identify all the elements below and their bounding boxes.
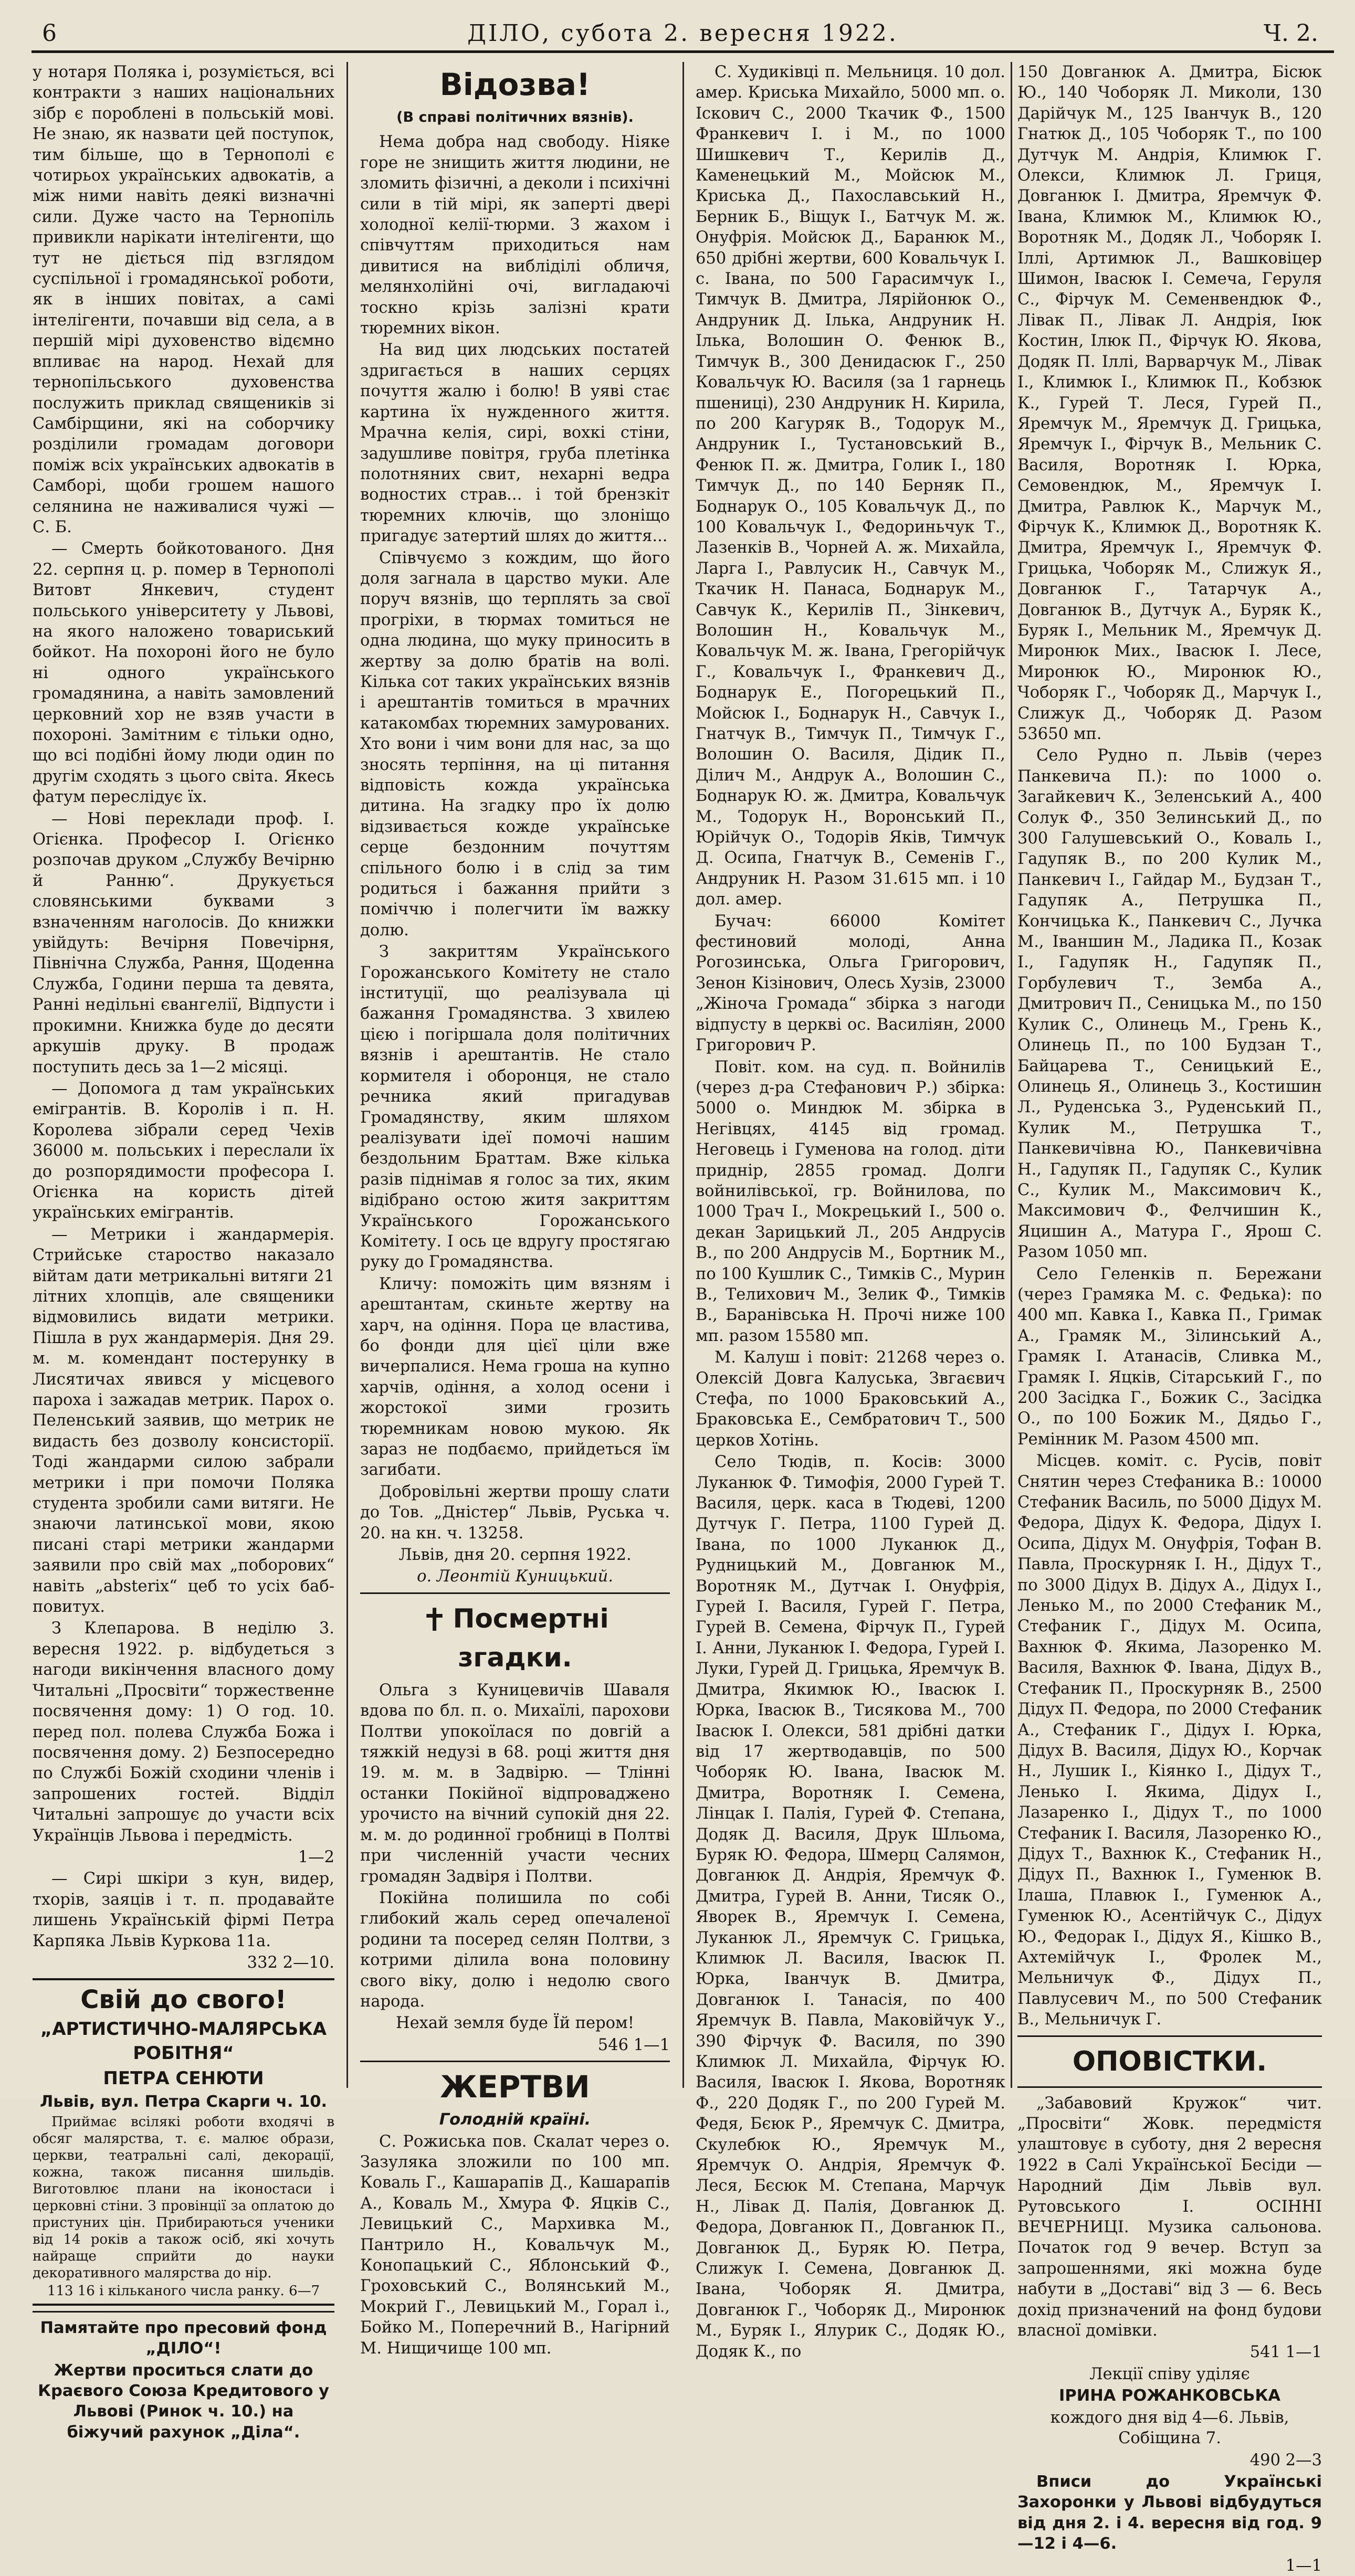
item-reference: 1—1 bbox=[1285, 2556, 1322, 2575]
news-item: — Допомога д там українських емігрантів. В. Королів і п. Н. Королева зібрали серед Чехів 36000 м. польських і переслали їх до розпорядимости професора І. Огієнка на користь дітей українських емігрантів. bbox=[33, 1079, 334, 1222]
column-rule bbox=[682, 62, 684, 2088]
column-3 bbox=[696, 62, 1005, 2361]
announcement: „Забавовий Кружок“ чит. „Просвіти“ Жовк. передмістя улаштовує в суботу, дня 2 вересня 1922 в Салі Української Бесіди — Народний Дім Львів вул. Рутовського І. ОСІННІ ВЕЧЕРНИЦІ. Музика сальонова. Початок год 9 вечер. Вступ за запрошеннями, які можна буде набути в „Доставі“ від 3 — 6. Весь дохід призначений на фонд будови власної домівки. bbox=[1017, 2094, 1322, 2340]
news-item: — Сирі шкіри з кун, видер, тхорів, заяців і т. п. продавайте лишень Українській фірмі Петра Карпяка Львів Куркова 11а. bbox=[33, 1870, 334, 1950]
issue-number: Ч. 2. bbox=[1264, 20, 1318, 47]
article-text: у нотаря Поляка і, розуміється, всі контракти з наших національних зібр є пороблені в польській мові. Не знаю, як назвати цей поступок, тим більше, що в Тернополі є чотирьох українських адвокатів, а між ними навіть деякі визначні сили. Дуже часто на Тернопіль привикли нарікати інтелігенти, що тут не діється під взглядом суспільної і громадянської роботи, як в інших повітах, а самі інтелігенти, почавши від села, а в першій мірі духовенство відємно впливає на народ. Нехай для тернопільського духовенства послужить приклад священиків зі Самбірщини, які на соборчику розділили громадам договори поміж всіх українських адвокатів в Самборі, щоби грошем нашого селянина не наживалися чужі — С. Б. bbox=[33, 63, 334, 536]
appeal-text: Співчуємо з кождим, що його доля загнала в царство муки. Але поруч вязнів, що терплять за свої прогріхи, в тюрмах томиться не одна людина, що муку приносить в жертву за долю братів на волі. Кілька сот таких українських вязнів і арештантів томиться в мрачних катакомбах тюремних замурованих. Хто вони і чим вони для нас, за що зносять терпіння, на ці питання відповість кожда українська дитина. На згадку про їх долю відзивається кожде українське серце бездонним почуттям спільного болю і в слід за тим родиться і бажання прийти з поміччю і полегчити їм важку долю. bbox=[360, 548, 670, 939]
column-4 bbox=[1017, 62, 1322, 2575]
donation-list: 150 Довганюк А. Дмитра, Бісюк Ю., 140 Чоборяк Л. Миколи, 130 Дарійчук М., 125 Іванчук В., 120 Гнатюк Д., 105 Чоборяк Т., по 100 Дутчук М. Андрія, Климюк Г. Олекси, Климюк Л. Гриця, Довганюк І. Дмитра, Яремчук Ф. Івана, Климюк М., Климюк Ю., Воротняк М., Додяк Л., Чоборяк І. Іллі, Артимюк Л., Вашковіцер Шимон, Івасюк І. Семеча, Геруля С., Фірчук М. Семенвендюк Ф., Лівак П., Лівак Л. Андрія, Іюк Костин, Ілюк П., Фірчук Ю. Якова, Додяк П. Іллі, Варварчук М., Лівак І., Климюк І., Климюк П., Кобзюк К., Гурей Т. Леся, Гурей П., Яремчук М., Яремчук Д. Грицька, Яремчук І., Фірчук В., Мельник С. Василя, Воротняк І. Юрка, Семовендюк, М., Яремчук І. Дмитра, Равлюк К., Марчук М., Фірчук К., Климюк Д., Воротняк К. Дмитра, Яремчук І., Яремчук Ф. Грицька, Чоборяк М., Слижук Я., Довганюк Г., Татарчук А., Довганюк В., Дутчук А., Буряк К., Буряк І., Мельник М., Яремчук Д. Миронюк Мих., Івасюк І. Лесе, Миронюк Ю., Миронюк Ю., Чоборяк Г., Чоборяк Д., Марчук І., Слижук Д., Чоборяк Д. Разом 53650 мп. bbox=[1017, 63, 1322, 743]
cross-icon: ✝ bbox=[421, 1602, 448, 1639]
divider bbox=[1017, 2086, 1322, 2088]
column-2 bbox=[360, 62, 670, 2358]
announcement-name: ІРИНА РОЖАНКОВСЬКА bbox=[1059, 2387, 1280, 2405]
announcement-intro: Лекції співу уділяє bbox=[1089, 2364, 1250, 2383]
ad-address: Львів, вул. Петра Скарги ч. 10. bbox=[39, 2093, 328, 2112]
divider bbox=[360, 1592, 670, 1594]
appeal-title: Відозва! bbox=[439, 67, 591, 102]
newspaper-title: ДІЛО, субота 2. вересня 1922. bbox=[467, 20, 898, 47]
donation-list: С. Худиківці п. Мельниця. 10 дол. амер. Криська Михайло, 5000 мп. о. Іскович С., 2000 Ткачик Ф., 1500 Франкевич І. і М., по 1000 Шишкевич Т., Керилів Д., Каменецький М., Мойсюк М., Криська Д., Пахославський Н., Берник Б., Віщук І., Батчук М. ж. Онуфрія. Мойсюк Д., Баранюк М., 650 дрібні жертви, 600 Ковальчук І. с. Івана, по 500 Гарасимчук І., Тимчук В. Дмитра, Лярійонюк О., Андруник Д. Ілька, Андруник Н. Ілька, Волошин О. Фенюк В., Тимчук В., 300 Денидасюк Г., 250 Ковальчук Ю. Василя (за 1 гарнець пшениці), 230 Андруник Н. Кирила, по 200 Кагуряк В., Тодорук М., Андруник І., Тустановський В., Фенюк П. ж. Дмитра, Голик І., 180 Тимчук Д., по 140 Берняк П., Боднарук О., 105 Ковальчук Д., по 100 Ковальчук І., Федориньчук Т., Лазенків В., Чорней А. ж. Михайла, Ларга І., Равлусик Н., Савчук М., Ткачик Н. Панаса, Боднарук М., Савчук К., Керилів П., Зінкевич, Волошин Н., Ковальчук М., Ковальчук М. ж. Івана, Грегорійчук Г., Ковальчук І., Франкевич Д., Боднарук Е., Погорецький П., Мойсюк І., Боднарук Н., Савчук І., Гнатчук В., Тимчук П., Тимчук Г., Волошин О. Василя, Дідик П., Ділич М., Андрук А., Волошин С., Боднарук Ю. ж. Дмитра, Ковальчук М., Тодорук Н., Воронський П., Юрійчук О., Тодорів Яків, Тимчук Д. Осипа, Гнатчук В., Семенів Г., Андруник Н. Разом 31.615 мп. і 10 дол. амер. bbox=[696, 63, 1005, 909]
appeal-text: На вид цих людських постатей здригається в наших серцях почуття жалю і болю! В уяві стає картина їх нужденного життя. Мрачна келія, сирі, вохкі стіни, задушливе повітря, груба плетінка полотняних свит, нехарні ведра водностих страв... і той брензкіт тюремних ключів, що злоніщо пригадує затертий шлях до життя... bbox=[360, 341, 670, 546]
ad-reference: 113 16 і кільканого числа ранку. 6—7 bbox=[47, 2283, 320, 2299]
news-item: — Метрики і жандармерія. Стрийське староство наказало війтам дати метрикальні витяги 21 літних хлопців, але священики відмовились видати метрики. Пішла в рух жандармерія. Дня 29. м. м. комендант постерунку в Лисятичах явився у місцевого пароха і зажадав метрик. Парох о. Пеленський заявив, що метрик не видасть без дозволу консисторії. Тоді жандарми силою забрали метрики і при помочи Поляка студента зробили сами витяги. Не знаючи латинської мови, якою писані старі метрики жандарми заявили про свій мах „поборових“ навіть „absteriх“ цеб то усіх баб-повитух. bbox=[33, 1225, 334, 1617]
appeal-text: З закриттям Українського Горожанського Комітету не стало інституції, що реалізувала ці бажання Громадянства. З хвилею цією і погіршала доля політичних вязнів і арештантів. Не стало кормителя і оборонця, не стало речника який пригадував Громадянству, яким шляхом реалізувати ідеї помочі нашим бездольним Браттам. Вже кілька разів піднімав я голос за тих, яким відібрано остою житя закриттям Українського Горожанського Комітету. І ось це вдругу простягаю руку до Громадянства. bbox=[360, 943, 670, 1272]
news-item: — Нові переклади проф. І. Огієнка. Професор І. Огієнко розпочав друком „Службу Вечірню й Ранню“. Друкується словянськими буквами з взначенням наголосів. До книжки увійдуть: Вечірня Повечірня, Північна Служба, Рання, Щоденна Служба, Години перша та девята, Ранні недільні євангелії, Відпусти і прокимни. Книжка буде до десяти аркушів друку. В продаж поступить десь за 1—2 місяці. bbox=[33, 809, 334, 1076]
obituary-text: Покійна полишила по собі глибокий жаль серед опечаленої родини та посеред селян Полтви, з котрими ділила вона половину свого віку, долю і недолю свого народа. bbox=[360, 1888, 670, 2011]
news-item: — Смерть бойкотованого. Дня 22. серпня ц. р. помер в Тернополі Витовт Янкевич, студент польського університету у Львові, на якого наложено товариський бойкот. На похороні його не було ні одного українського громадянина, а навіть замовлений церковний хор не взяв участи в похороні. Замітним є тільки одно, що всі подібні йому люди один по другім сходять з цього світа. Якесь фатум переслідує їх. bbox=[33, 540, 334, 807]
announcements-title: ОПОВІСТКИ. bbox=[1072, 2045, 1267, 2077]
press-fund-details: Жертви проситься слати до Краєвого Союза Кредитового у Львові (Ринок ч. 10.) на біжучий рахунок „Діла“. bbox=[38, 2361, 329, 2442]
column-rule bbox=[346, 62, 348, 2088]
item-reference: 546 1—1 bbox=[597, 2035, 670, 2054]
obituary-closing: Нехай земля буде Їй пером! bbox=[396, 2014, 634, 2033]
appeal-text: Нема добра над свободу. Ніяке горе не знищить життя людини, не зломить фізичні, а деколи і психічні сили в тій мірі, як заперті двері холодної келії-тюрми. З жахом і співчуттям приходиться нам дивитися на вибліділі обличя, мелянхолійні очі, вигладаючі тоскно крізь залізні крати тюремних вікон. bbox=[360, 133, 670, 338]
donations-subtitle: Голодній країні. bbox=[439, 2110, 591, 2129]
ad-company: „АРТИСТИЧНО-МАЛЯРСЬКА РОБІТНЯ“ bbox=[40, 2019, 327, 2064]
donation-list: С. Рожиська пов. Скалат через о. Зазуляка зложили по 100 мп. Коваль Г., Кашарапів Д., Кашарапів А., Коваль М., Хмура Ф. Яцків С., Левицький С., Мархивка М., Пантрило Н., Ковальчук М., Конопацький С., Яблонський Ф., Гроховський С., Волянський М., Мокрий Г., Левицький М., Горал і., Бойко М., Поперечний В., Нагірний М. Нищичище 100 мп. bbox=[360, 2132, 670, 2358]
donation-list: М. Калуш і повіт: 21268 через о. Олексій Довга Калуська, Звгаєвич Стефа, по 1000 Браковський А., Браковська Е., Сембратович Т., 500 церков Хотінь. bbox=[696, 1348, 1005, 1450]
announcement-details: кождого дня від 4—6. Львів, Собіщина 7. bbox=[1050, 2408, 1289, 2448]
appeal-text: Кличу: поможіть цим вязням і арештантам, скиньте жертву на харч, на одіння. Пора це властива, бо фонди для цієї ціли вже вичерпалися. Нема гроша на купно харчів, одіння, а холод осени і жорстокої зими грозить тюремникам новою мукою. Як зараз не подбаємо, прийдеться їм загибати. bbox=[360, 1274, 670, 1480]
ad-body: Приймає всілякі роботи входячі в обсяг малярства, т. є. малює образи, церкви, театральні салі, декорації, кожна, також писання шильдів. Виготовлює плани на іконостаси і церковні стіни. З провінції за оплатою до пристуних цін. Прибираються ученики від 14 років а також осіб, які хочуть найраще сприйти до науки декоративного малярства до нір. bbox=[33, 2114, 334, 2281]
donation-list: Село Геленків п. Бережани (через Грамяка М. с. Федька): по 400 мп. Кавка І., Кавка П., Гримак А., Грамяк М., Зілинський А., Грамяк І. Атанасів, Сливка М., Грамяк І. Яцків, Сітарський Г., по 200 Засідка Г., Божик С., Засідка О., по 100 Божик М., Дядьо Г., Ремінник М. Разом 4500 мп. bbox=[1017, 1264, 1322, 1449]
item-reference: 332 2—10. bbox=[247, 1953, 334, 1972]
press-fund-notice: Памятайте про пресовий фонд „ДІЛО“! bbox=[40, 2318, 327, 2358]
advertisement-box bbox=[33, 1978, 334, 2305]
masthead bbox=[31, 18, 1334, 53]
donation-list: Село Рудно п. Львів (через Панкевича П.): по 1000 о. Загайкевич К., Зеленський А., 400 Солук Ф., 350 Зелинський Д., по 300 Галушевський О., Коваль І., Гадупяк В., по 200 Кулик М., Панкевич І., Гайдар М., Будзан Т., Гадупяк А., Петрушка П., Кончицька К., Панкевич С., Лучка М., Іваншин М., Ладика П., Козак І., Гадупяк Н., Гадупяк П., Горбулевич Т., Земба А., Дмитрович П., Сеницька М., по 150 Кулик С., Олинець М., Грень К., Олинець П., по 100 Будзан Т., Байцарева Т., Сеницький Е., Олинець Я., Олинець З., Костишин Л., Руденська З., Руденський П., Кулик М., Петрушка Т., Панкевичівна Ю., Панкевичівна Н., Гадупяк П., Гадупяк С., Кулик С., Кулик М., Максимович К., Максимович Ф., Фелчишин К., Яцишин А., Матура Г., Ярош С. Разом 1050 мп. bbox=[1017, 746, 1322, 1262]
obituary-text: Ольга з Куницевичів Шаваля вдова по бл. п. о. Михаїлі, парохови Полтви упокоїлася по довгій а тяжкій недузі в 68. році життя дня 19. м. м. в Задвірю. — Тлінні останки Покійної відпроваджено урочисто на вічний супокій дня 22. м. м. до родинної гробниці в Полтві при численній участи чесних громадян Задвіря і Полтви. bbox=[360, 1681, 670, 1886]
appeal-text: Добровільні жертви прошу слати до Тов. „Дністер“ Львів, Руська ч. 20. на кн. ч. 13258. bbox=[360, 1482, 670, 1543]
item-reference: 1—2 bbox=[298, 1847, 334, 1866]
ad-headline: Свій до свого! bbox=[80, 1985, 287, 2015]
divider bbox=[1017, 2035, 1322, 2037]
item-reference: 541 1—1 bbox=[1249, 2343, 1322, 2362]
column-rule bbox=[1011, 62, 1012, 2088]
appeal-subtitle: (В справі політичних вязнів). bbox=[396, 109, 634, 125]
donation-list: Місцев. коміт. с. Русів, повіт Снятин через Стефаника В.: 10000 Стефаник Василь, по 5000 Дідух М. Федора, Дідух К. Федора, Дідух І. Осипа, Дідух М. Онуфрія, Тофан В. Павла, Проскурняк І. Н., Дідух Т., по 3000 Дідух В. Дідух А., Дідух І., Ленько М., по 2000 Стефаник М., Стефаник Г., Дідух М. Осипа, Вахнюк Ф. Якима, Лазоренко М. Василя, Вахнюк Ф. Івана, Дідух В., Стефаник П., Проскурняк В., 2500 Дідух П. Федора, по 2000 Стефаник А., Стефаник Г., Дідух І. Юрка, Дідух В. Василя, Дідух Ю., Корчак Н., Лушик І., Кіянко І., Дідух Т., Ленько І. Якима, Дідух І., Лазаренко І., Дідух Т., по 1000 Стефаник І. Василя, Лазоренко Ю., Дідух Т., Вахнюк К., Стефаник Н., Дідух П., Вахнюк І., Гуменюк В. Ілаша, Плавюк І., Гуменюк А., Гуменюк Ю., Асентійчук С., Дідух Ю., Федорак І., Дідух Я., Кішко В., Ахтемійчук І., Фролек М., Мельничук Ф., Дідух П., Павлусевич М., по 500 Стефаник В., Мельничук Г. bbox=[1017, 1452, 1322, 2029]
announcement: Вписи до Українські Захоронки у Львові відбудуться від дня 2. і 4. вересня від год. 9—12 і 4—6. bbox=[1017, 2472, 1322, 2553]
news-item: З Клепарова. В неділю 3. вересня 1922. р. відбудеться з нагоди викінчення власного дому Читальні „Просвіти“ торжественне посвячення дому: 1) О год. 10. перед пол. полева Служба Божа і посвячення дому. 2) Безпосередно по Службі Божій сходини членів і запрошених гостей. Відділ Читальні запрошує до участи всіх Українців Львова і передмість. bbox=[33, 1619, 334, 1845]
donations-title: ЖЕРТВИ bbox=[440, 2069, 590, 2105]
item-reference: 490 2—3 bbox=[1249, 2451, 1322, 2469]
donation-list: Бучач: 66000 Комітет фестиновий молоді, Анна Рогозинська, Ольга Григорович, Зенон Кізінович, Олесь Хузів, 23000 „Жіноча Громада“ збірка з нагоди відпусту в церкві ос. Василіян, 2000 Григорович Р. bbox=[696, 912, 1005, 1055]
appeal-signature: о. Леонтій Куницький. bbox=[417, 1567, 613, 1586]
appeal-date: Львів, дня 20. серпня 1922. bbox=[398, 1546, 632, 1565]
donation-list: Повіт. ком. на суд. п. Войнилів (через д-ра Стефанович Р.) збірка: 5000 о. Миндюк М. збірка в Негівцях, 4145 від громад. Неговець і Гуменова на голод. діти приднір, 2855 громад. Долги войнилівської, гр. Войнилова, по 1000 Трач І., Мокрецький І., 500 о. декан Зарицький Л., 205 Андрусів В., по 200 Андрусів М., Бортник М., по 100 Кушлик С., Тимків С., Мурин В., Телихович М., Зелик Ф., Тимків В., Баранівська Н. Прочі ниже 100 мп. разом 15580 мп. bbox=[696, 1058, 1005, 1345]
page-number: 6 bbox=[42, 20, 57, 47]
column-1 bbox=[33, 62, 334, 2442]
divider bbox=[360, 2061, 670, 2062]
obituary-title: ✝ Посмертні згадки. bbox=[421, 1602, 609, 1673]
divider bbox=[33, 2311, 334, 2313]
donation-list: Село Тюдів, п. Косів: 3000 Луканюк Ф. Тимофія, 2000 Гурей Т. Василя, церк. каса в Тюдеві, 1200 Дутчук Г. Петра, 1100 Гурей Д. Івана, по 1000 Луканюк Д., Рудницький М., Довганюк М., Воротняк М., Дутчак І. Онуфрія, Гурей І. Василя, Гурей Г. Петра, Гурей В. Семена, Фірчук П., Гурей І. Анни, Луканюк І. Федора, Гурей І. Луки, Гурей Д. Грицька, Яремчук В. Дмитра, Якимюк Ю., Івасюк І. Юрка, Івасюк В., Тисякова М., 700 Івасюк І. Олекси, 581 дрібні датки від 17 жертводавців, по 500 Чоборяк Ю. Івана, Івасюк М. Дмитра, Воротняк І. Семена, Лінцак І. Палія, Гурей Ф. Степана, Додяк Д. Василя, Друк Шльома, Буряк Ю. Федора, Шмерц Салямон, Довганюк Д. Андрія, Яремчук Ф. Дмитра, Гурей В. Анни, Тисяк О., Яворек В., Яремчук І. Семена, Луканюк Л., Яремчук С. Грицька, Климюк Л. Василя, Івасюк П. Юрка, Іванчук В. Дмитра, Довганюк І. Танасія, по 400 Яремчук В. Павла, Маковійчук У., 390 Фірчук Ф. Василя, по 390 Климюк Л. Михайла, Фірчук Ю. Василя, Івасюк І. Якова, Воротняк Ф., 220 Додяк Г., по 200 Гурей М. Федя, Бєюк Р., Яремчук С. Дмитра, Скулебюк Ю., Яремчук М., Яремчук О. Андрія, Яремчук Ф. Леся, Бєсюк М. Степана, Марчук Н., Лівак Д. Палія, Довганюк Д. Федора, Довганюк П., Довганюк П., Довганюк Д., Буряк Ю. Петра, Слижук І. Семена, Довганюк Д. Івана, Чоборяк Я. Дмитра, Довганюк Г., Чоборяк Д., Миронюк М., Буряк І., Ялурик С., Додяк Ю., Додяк К., по bbox=[696, 1453, 1005, 2361]
ad-owner: ПЕТРА СЕНЮТИ bbox=[103, 2068, 264, 2089]
